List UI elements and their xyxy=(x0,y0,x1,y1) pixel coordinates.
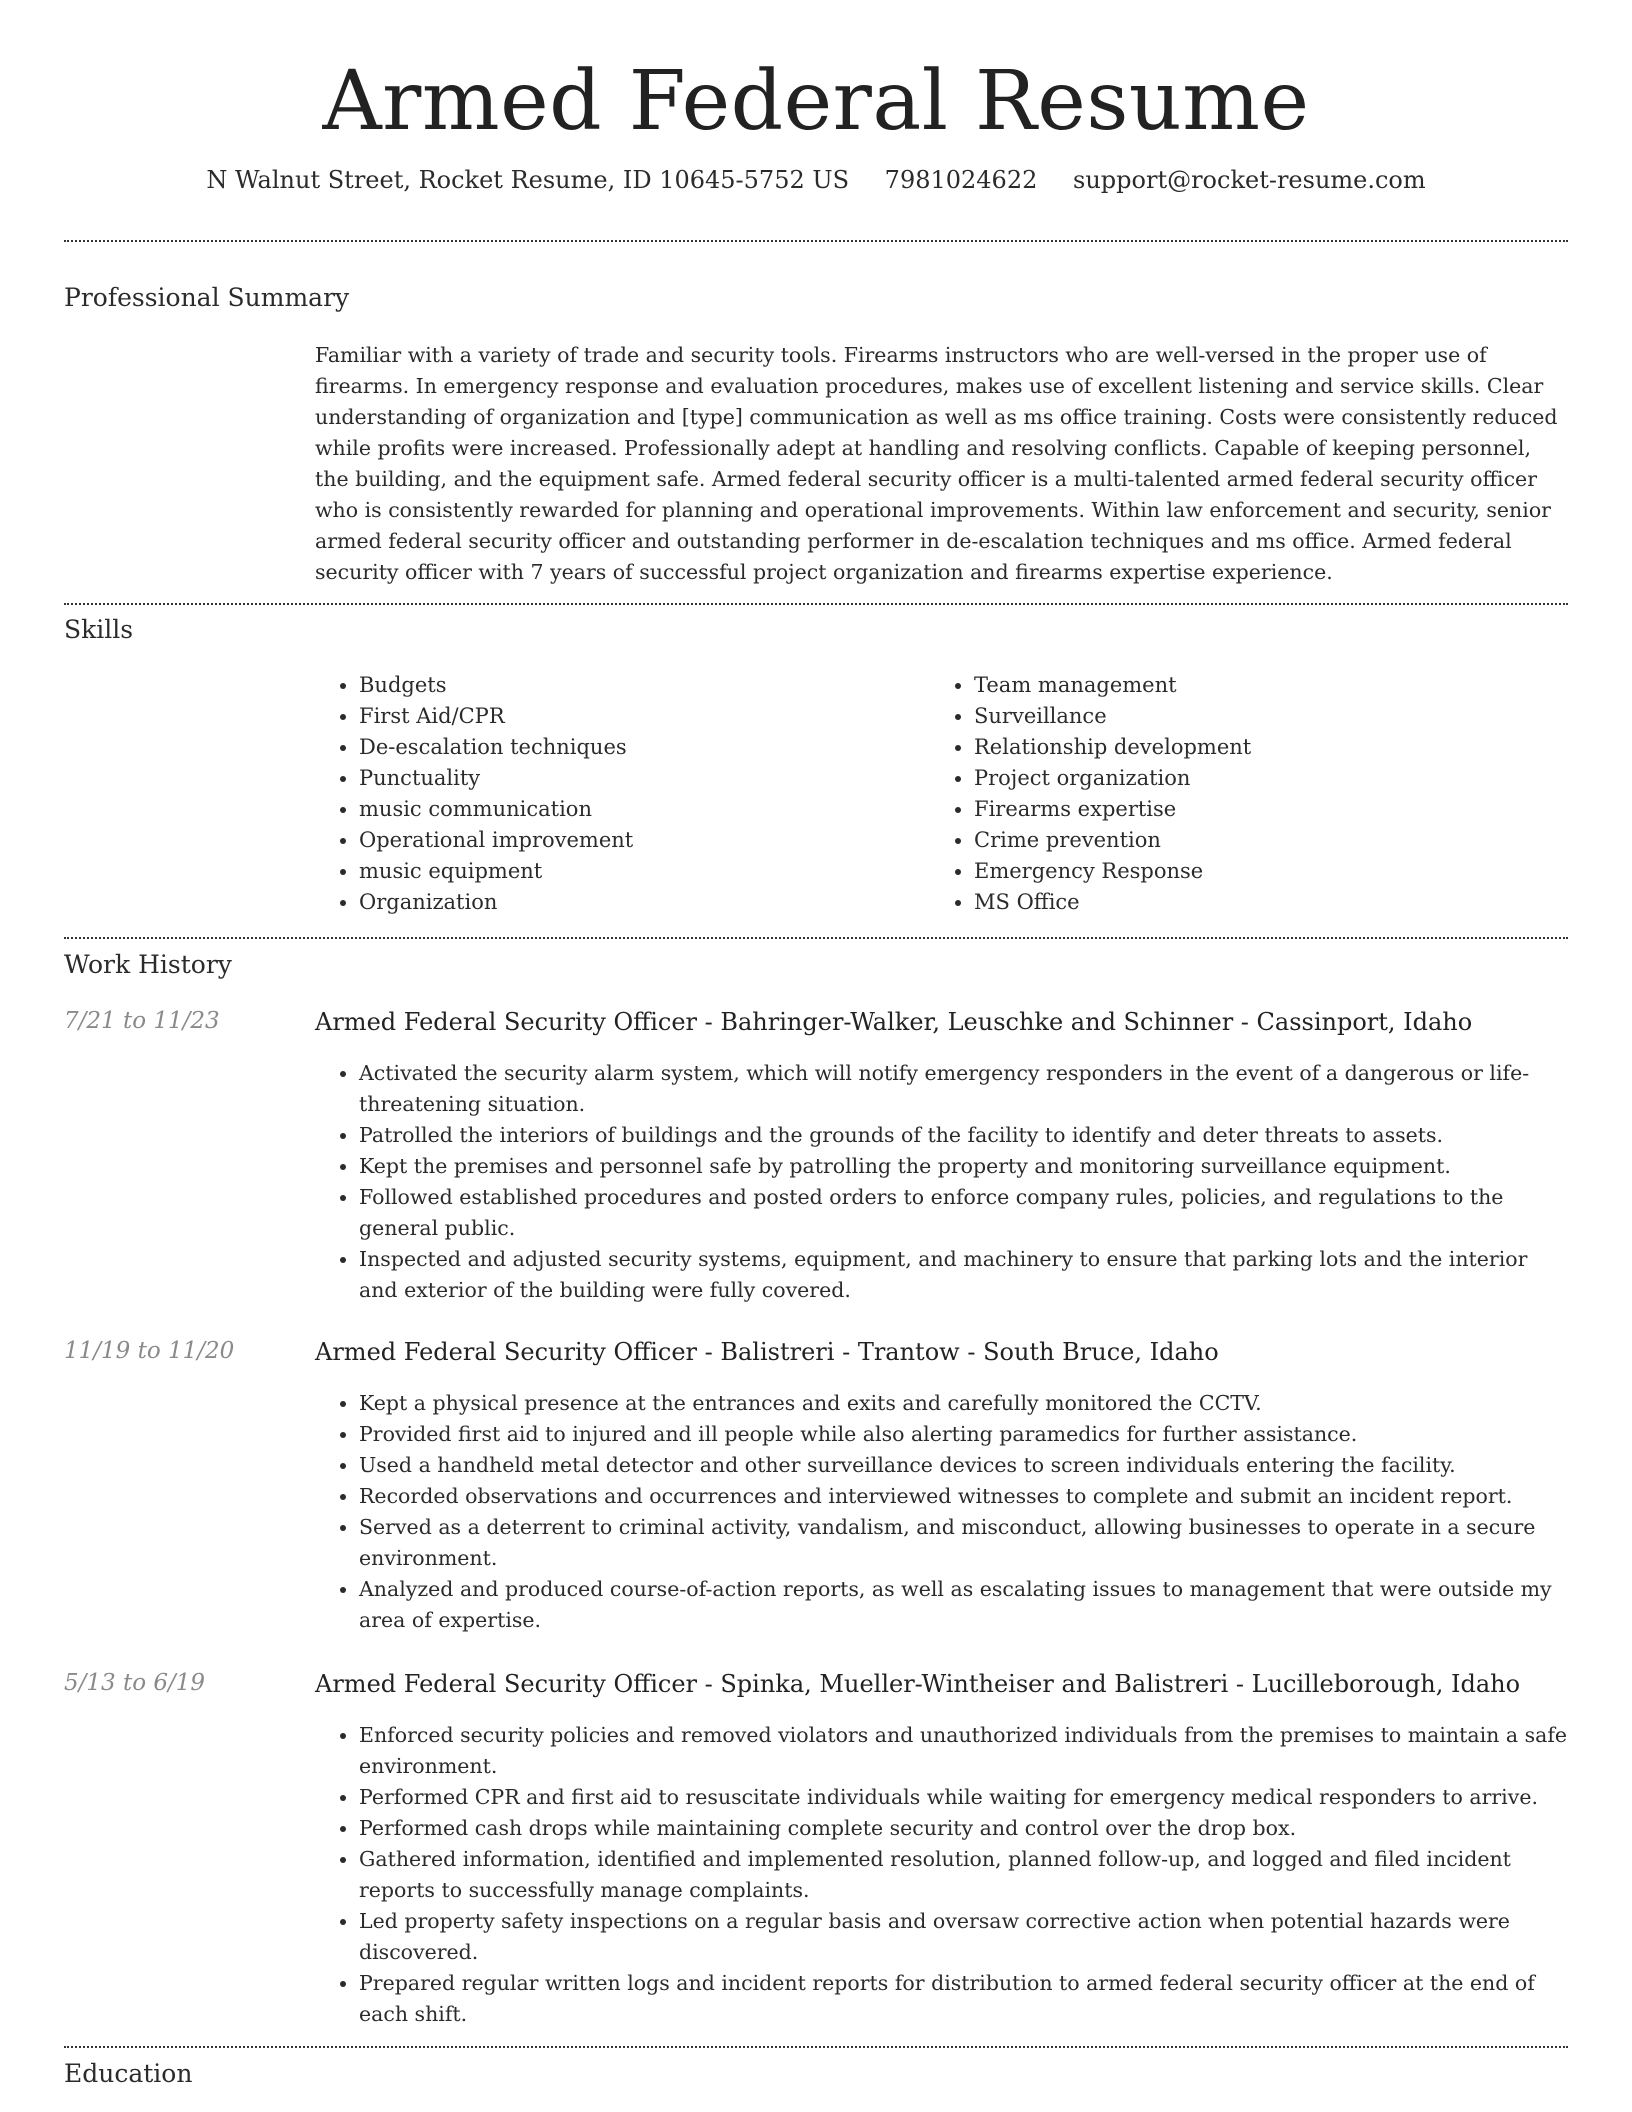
divider xyxy=(64,603,1568,605)
duty-item: • Patrolled the interiors of buildings and the grounds of the facility to identify and deter threats to assets. xyxy=(359,1120,1568,1151)
skill-item: • Organization xyxy=(359,887,929,918)
skills-list-left xyxy=(315,670,929,918)
job-dates: 5/13 to 6/19 xyxy=(64,1670,206,1696)
duty-item: • Activated the security alarm system, which will notify emergency responders in the event of a dangerous or life-threatening situation. xyxy=(359,1058,1568,1120)
contact-line xyxy=(64,166,1568,194)
skill-item: • Project organization xyxy=(974,763,1574,794)
skill-item: • First Aid/CPR xyxy=(359,701,929,732)
section-title-skills: Skills xyxy=(64,615,134,644)
duty-item: • Followed established procedures and posted orders to enforce company rules, policies, and regulations to the general public. xyxy=(359,1182,1568,1244)
contact-email: support@rocket-resume.com xyxy=(1073,166,1426,194)
skill-item: • Team management xyxy=(974,670,1574,701)
skill-item: • Operational improvement xyxy=(359,825,929,856)
duty-item: • Recorded observations and occurrences and interviewed witnesses to complete and submit an incident report. xyxy=(359,1481,1568,1512)
job-duties xyxy=(315,1388,1568,1636)
duty-item: • Used a handheld metal detector and other surveillance devices to screen individuals entering the facility. xyxy=(359,1450,1568,1481)
duty-item: • Led property safety inspections on a regular basis and oversaw corrective action when potential hazards were discovered. xyxy=(359,1906,1568,1968)
contact-address: N Walnut Street, Rocket Resume, ID 10645-5752 US xyxy=(206,166,850,194)
job-dates: 7/21 to 11/23 xyxy=(64,1008,220,1034)
divider xyxy=(64,937,1568,939)
divider xyxy=(64,240,1568,242)
skill-item: • De-escalation techniques xyxy=(359,732,929,763)
duty-item: • Served as a deterrent to criminal activity, vandalism, and misconduct, allowing businesses to operate in a secure environment. xyxy=(359,1512,1568,1574)
duty-item: • Inspected and adjusted security systems, equipment, and machinery to ensure that parking lots and the interior and exterior of the building were fully covered. xyxy=(359,1244,1568,1306)
skill-item: • music communication xyxy=(359,794,929,825)
duty-item: • Performed CPR and first aid to resuscitate individuals while waiting for emergency medical responders to arrive. xyxy=(359,1782,1568,1813)
job-heading: Armed Federal Security Officer - Bahringer-Walker, Leuschke and Schinner - Cassinport, Idaho xyxy=(315,1008,1473,1036)
section-title-work: Work History xyxy=(64,950,232,979)
skills-list-right xyxy=(930,670,1574,918)
contact-phone: 7981024622 xyxy=(884,166,1038,194)
section-title-education: Education xyxy=(64,2059,193,2088)
duty-item: • Enforced security policies and removed violators and unauthorized individuals from the premises to maintain a safe environment. xyxy=(359,1720,1568,1782)
duty-item: • Kept the premises and personnel safe by patrolling the property and monitoring surveillance equipment. xyxy=(359,1151,1568,1182)
duty-item: • Provided first aid to injured and ill people while also alerting paramedics for further assistance. xyxy=(359,1419,1568,1450)
divider xyxy=(64,2046,1568,2048)
skill-item: • music equipment xyxy=(359,856,929,887)
job-dates: 11/19 to 11/20 xyxy=(64,1338,235,1364)
skill-item: • Surveillance xyxy=(974,701,1574,732)
resume-page xyxy=(64,0,1568,2088)
duty-item: • Performed cash drops while maintaining complete security and control over the drop box. xyxy=(359,1813,1568,1844)
skill-item: • Relationship development xyxy=(974,732,1574,763)
job-heading: Armed Federal Security Officer - Balistreri - Trantow - South Bruce, Idaho xyxy=(315,1338,1219,1366)
duty-item: • Kept a physical presence at the entrances and exits and carefully monitored the CCTV. xyxy=(359,1388,1568,1419)
skill-item: • Crime prevention xyxy=(974,825,1574,856)
skill-item: • Budgets xyxy=(359,670,929,701)
section-title-summary: Professional Summary xyxy=(64,283,350,312)
resume-title: Armed Federal Resume xyxy=(322,54,1310,149)
duty-item: • Prepared regular written logs and incident reports for distribution to armed federal security officer at the end of each shift. xyxy=(359,1968,1568,2030)
duty-item: • Analyzed and produced course-of-action reports, as well as escalating issues to management that were outside my area of expertise. xyxy=(359,1574,1568,1636)
skill-item: • Emergency Response xyxy=(974,856,1574,887)
skill-item: • MS Office xyxy=(974,887,1574,918)
job-duties xyxy=(315,1058,1568,1306)
job-duties xyxy=(315,1720,1568,2030)
duty-item: • Gathered information, identified and implemented resolution, planned follow-up, and logged and filed incident reports to successfully manage complaints. xyxy=(359,1844,1568,1906)
job-heading: Armed Federal Security Officer - Spinka, Mueller-Wintheiser and Balistreri - Lucilleborough, Idaho xyxy=(315,1670,1521,1698)
skill-item: • Punctuality xyxy=(359,763,929,794)
summary-text: Familiar with a variety of trade and security tools. Firearms instructors who are well-versed in the proper use of firearms. In emergency response and evaluation procedures, makes use of excellent listening and service skills. Clear understanding of organization and [type] communication as well as ms office training. Costs were consistently reduced while profits were increased. Professionally adept at handling and resolving conflicts. Capable of keeping personnel, the building, and the equipment safe. Armed federal security officer is a multi-talented armed federal security officer who is consistently rewarded for planning and operational improvements. Within law enforcement and security, senior armed federal security officer and outstanding performer in de-escalation techniques and ms office. Armed federal security officer with 7 years of successful project organization and firearms expertise experience. xyxy=(315,343,1558,584)
skill-item: • Firearms expertise xyxy=(974,794,1574,825)
